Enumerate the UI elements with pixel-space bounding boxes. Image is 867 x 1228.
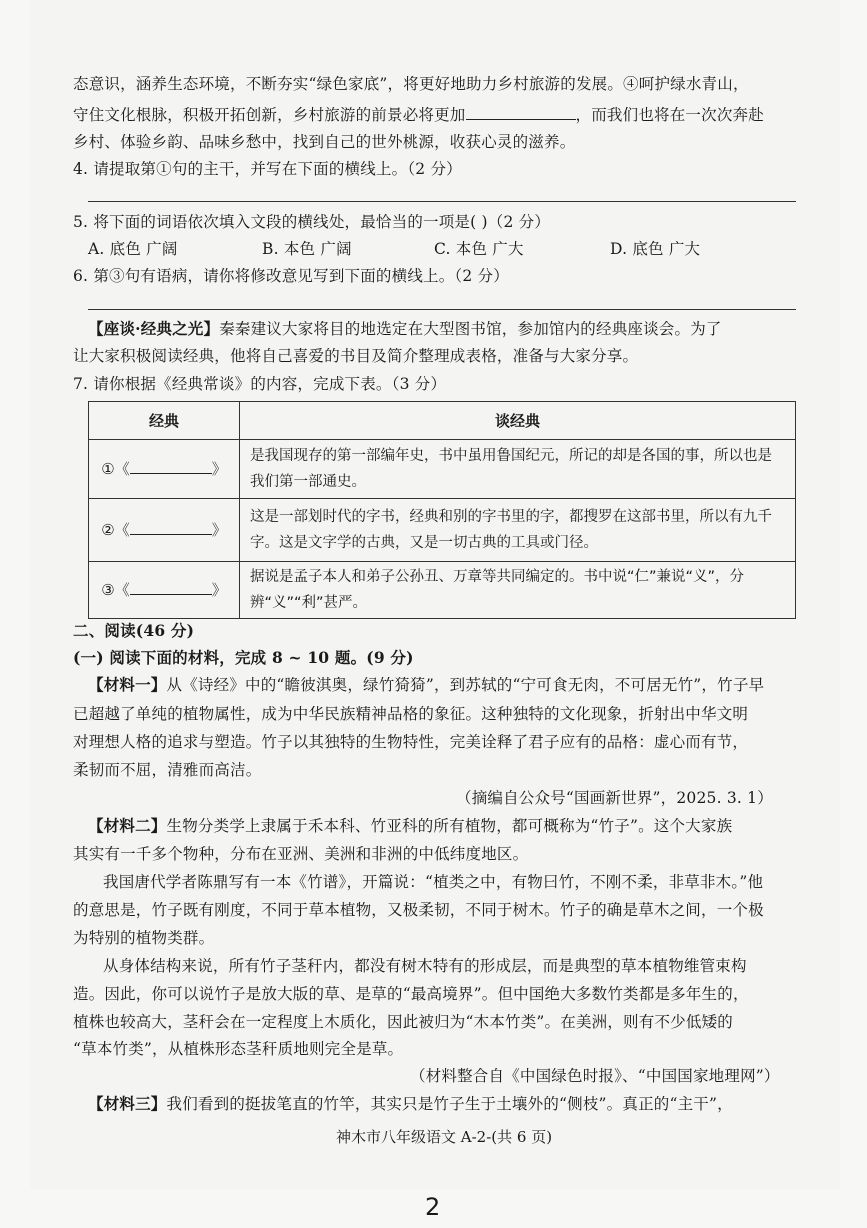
question-5: 5. 将下面的词语依次填入文段的横线处，最恰当的一项是( )（2 分） — [73, 213, 551, 231]
row-2-number: ②《 — [101, 521, 130, 539]
m2-p3-line-3: 植株也较高大，茎秆会在一定程度上木质化，因此被归为“木本竹类”。在美洲，则有不少低矮的 — [73, 1013, 733, 1031]
passage-line-2b: ，而我们也将在一次次奔赴 — [575, 106, 764, 124]
m1-line-4: 柔韧而不屈，清雅而高洁。 — [73, 761, 262, 779]
zuotan-line-2: 让大家积极阅读经典，他将自己喜爱的书目及简介整理成表格，准备与大家分享。 — [73, 347, 639, 365]
q5-option-b[interactable]: B. 本色 广阔 — [262, 240, 352, 258]
table-cell-text-2: 这是一部划时代的字书，经典和别的字书里的字，都搜罗在这部书里，所以有九千字。这是文字学的古典，又是一切古典的工具或门径。 — [240, 499, 796, 562]
row-2-blank[interactable] — [130, 520, 212, 535]
passage-blank[interactable] — [466, 105, 576, 120]
table-cell-text-1: 是我国现存的第一部编年史，书中虽用鲁国纪元，所记的却是各国的事，所以也是我们第一部通史。 — [240, 440, 796, 499]
zuotan-text-1: 秦秦建议大家将目的地选定在大型图书馆，参加馆内的经典座谈会。为了 — [219, 320, 722, 338]
question-6: 6. 第③句有语病，请你将修改意见写到下面的横线上。（2 分） — [73, 267, 509, 285]
table-row — [89, 562, 796, 619]
m2-text-1: 生物分类学上隶属于禾本科、竹亚科的所有植物，都可概称为“竹子”。这个大家族 — [166, 817, 733, 835]
passage-line-2a: 守住文化根脉，积极开拓创新，乡村旅游的前景必将更加 — [73, 106, 466, 124]
m2-line-2: 其实有一千多个物种，分布在亚洲、美洲和非洲的中低纬度地区。 — [73, 845, 529, 863]
m3-tag: 【材料三】 — [88, 1094, 167, 1113]
passage-line-2 — [73, 104, 764, 126]
m1-line-1 — [88, 674, 764, 696]
row-3-number: ③《 — [101, 581, 130, 599]
zuotan-line-1 — [88, 318, 722, 340]
m3-line-1 — [88, 1093, 733, 1115]
row-1-close: 》 — [211, 460, 227, 478]
m2-source: （材料整合自《中国绿色时报》、“中国国家地理网”） — [410, 1067, 780, 1085]
passage-line-1: 态意识，涵养生态环境，不断夯实“绿色家底”，将更好地助力乡村旅游的发展。④呵护绿水青山， — [73, 75, 749, 93]
m2-p3-line-1: 从身体结构来说，所有竹子茎秆内，都没有树木特有的形成层，而是典型的草本植物维管束构 — [103, 957, 747, 975]
m2-tag: 【材料二】 — [88, 816, 167, 835]
row-1-number: ①《 — [101, 460, 130, 478]
page-footer: 神木市八年级语文 A-2-(共 6 页) — [336, 1128, 553, 1146]
classics-table — [88, 401, 796, 619]
m1-line-2: 已超越了单纯的植物属性，成为中华民族精神品格的象征。这种独特的文化现象，折射出中华文明 — [73, 705, 749, 723]
m3-text-1: 我们看到的挺拔笔直的竹竿，其实只是竹子生于土壤外的“侧枝”。真正的“主干”， — [166, 1095, 733, 1113]
page-number: 2 — [425, 1193, 441, 1221]
table-cell-text-3: 据说是孟子本人和弟子公孙丑、万章等共同编定的。书中说“仁”兼说“义”，分辨“义”“利”甚严。 — [240, 562, 796, 619]
m2-p3-line-4: “草本竹类”，从植株形态茎秆质地则完全是草。 — [73, 1040, 404, 1058]
answer-line-q4[interactable] — [88, 201, 796, 202]
m2-p2-line-2: 的意思是，竹子既有刚度，不同于草本植物，又极柔韧，不同于树木。竹子的确是草木之间，一个极 — [73, 901, 764, 919]
section-2-heading: 二、阅读(46 分) — [73, 621, 195, 640]
part-1-heading: (一) 阅读下面的材料，完成 8 ~ 10 题。(9 分) — [73, 648, 414, 667]
q5-option-d[interactable]: D. 底色 广大 — [610, 240, 701, 258]
table-cell-classic-1 — [89, 440, 240, 499]
row-3-close: 》 — [211, 581, 227, 599]
m2-line-1 — [88, 815, 732, 837]
row-3-blank[interactable] — [130, 580, 212, 595]
q5-option-c[interactable]: C. 本色 广大 — [434, 240, 524, 258]
table-header-classic: 经典 — [89, 402, 240, 440]
m2-p2-line-3: 为特别的植物类群。 — [73, 929, 215, 947]
m1-line-3: 对理想人格的追求与塑造。竹子以其独特的生物特性，完美诠释了君子应有的品格：虚心而有节， — [73, 733, 749, 751]
m1-text-1: 从《诗经》中的“瞻彼淇奥，绿竹猗猗”，到苏轼的“宁可食无肉，不可居无竹”，竹子早 — [166, 676, 765, 694]
table-row — [89, 440, 796, 499]
row-2-close: 》 — [211, 521, 227, 539]
question-4: 4. 请提取第①句的主干，并写在下面的横线上。（2 分） — [73, 160, 462, 178]
table-cell-classic-2 — [89, 499, 240, 562]
question-7: 7. 请你根据《经典常谈》的内容，完成下表。（3 分） — [73, 375, 447, 393]
m1-source: （摘编自公众号“国画新世界”，2025. 3. 1） — [456, 789, 773, 807]
m1-tag: 【材料一】 — [88, 675, 167, 694]
passage-line-3: 乡村、体验乡韵、品味乡愁中，找到自己的世外桃源，收获心灵的滋养。 — [73, 133, 576, 151]
row-1-blank[interactable] — [130, 459, 212, 474]
table-row — [89, 499, 796, 562]
q5-option-a[interactable]: A. 底色 广阔 — [88, 240, 178, 258]
answer-line-q6[interactable] — [88, 309, 796, 310]
table-header-discussion: 谈经典 — [240, 402, 796, 440]
table-cell-classic-3 — [89, 562, 240, 619]
zuotan-tag: 【座谈·经典之光】 — [88, 319, 220, 338]
table-header-row — [89, 402, 796, 440]
m2-p2-line-1: 我国唐代学者陈鼎写有一本《竹谱》，开篇说：“植类之中，有物曰竹，不刚不柔，非草非木。”他 — [103, 873, 764, 891]
m2-p3-line-2: 造。因此，你可以说竹子是放大版的草、是草的“最高境界”。但中国绝大多数竹类都是多年生的， — [73, 985, 749, 1003]
